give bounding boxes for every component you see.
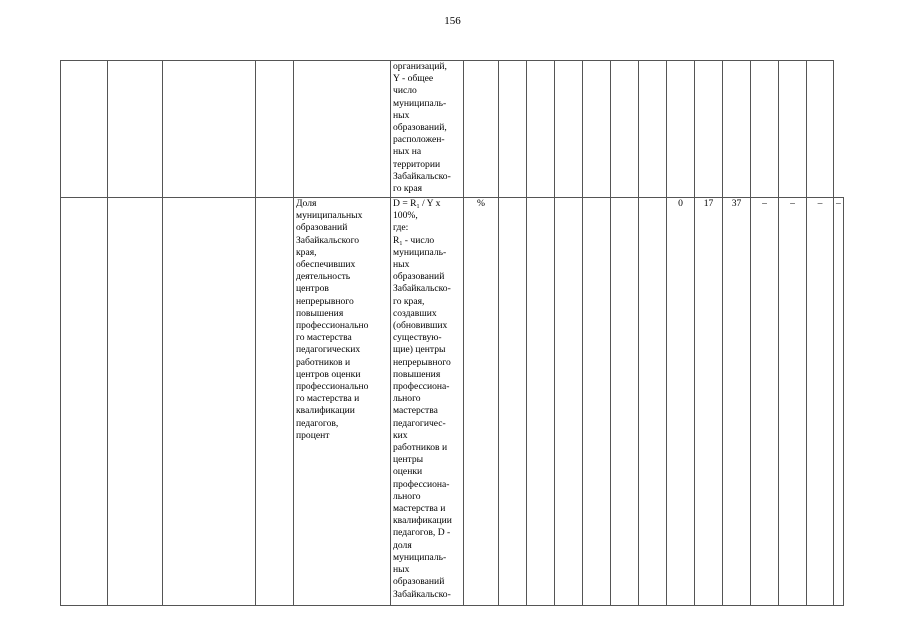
- formula-line: $D = R_1 / Y$ x: [393, 198, 441, 210]
- formula-text: муниципаль- ных образований Забайкальско- го края, создавших (обновивших существую- щие) центры непрерывного повышения профессиона- льного мастерства педагогичес- ких работников и центры оценки профессиона- льного мастерства и квалификации педагогов, D - доля муниципаль- ных образований Забайкальско-: [393, 246, 452, 600]
- value-cell: [555, 61, 583, 198]
- value-cell: –: [751, 198, 779, 606]
- unit-cell: %: [464, 198, 499, 606]
- table-cell: [108, 198, 163, 606]
- value-cell: [639, 198, 667, 606]
- value-cell: [751, 61, 779, 198]
- value-cell: [611, 198, 639, 606]
- value-cell: –: [834, 198, 844, 606]
- value-cell: [499, 198, 527, 606]
- value-cell: 37: [723, 198, 751, 606]
- value-cell: [639, 61, 667, 198]
- value-cell: [499, 61, 527, 198]
- value-cell: [527, 198, 555, 606]
- indicator-name-cell: Доля муниципальных образований Забайкальского края, обеспечивших деятельность центров непрерывного повышения профессионально го мастерства педагогических работников и центров оценки профессионально го мастерства и квалификации педагогов, процент: [294, 198, 391, 606]
- unit-cell: [464, 61, 499, 198]
- formula-line: 100%,: [393, 210, 418, 222]
- table-cell: [256, 198, 294, 606]
- table-row: [61, 198, 844, 606]
- table-cell: [61, 198, 108, 606]
- table-cell: [163, 198, 256, 606]
- formula-cell: организаций, Y - общее число муниципаль- ных образований, расположен- ных на территории Забайкальско- го края: [391, 61, 464, 198]
- value-cell: [723, 61, 751, 198]
- value-cell: 0: [667, 198, 695, 606]
- table-cell: [108, 61, 163, 198]
- table-cell: [61, 61, 108, 198]
- formula-line: $R_1$ - число: [393, 234, 435, 247]
- value-cell: [779, 61, 807, 198]
- value-cell: [611, 61, 639, 198]
- table-row: [61, 61, 844, 198]
- value-cell: [583, 198, 611, 606]
- table-cell: [163, 61, 256, 198]
- table-cell: [256, 61, 294, 198]
- value-cell: [555, 198, 583, 606]
- value-cell: 17: [695, 198, 723, 606]
- value-cell: [695, 61, 723, 198]
- indicator-name-cell: [294, 61, 391, 198]
- value-cell: [527, 61, 555, 198]
- value-cell: –: [779, 198, 807, 606]
- value-cell: [667, 61, 695, 198]
- value-cell: [807, 61, 834, 198]
- indicator-table: [60, 60, 844, 606]
- value-cell: [583, 61, 611, 198]
- value-cell: –: [807, 198, 834, 606]
- formula-line: где:: [393, 222, 409, 234]
- page-number: 156: [444, 15, 461, 27]
- formula-cell: [391, 198, 464, 606]
